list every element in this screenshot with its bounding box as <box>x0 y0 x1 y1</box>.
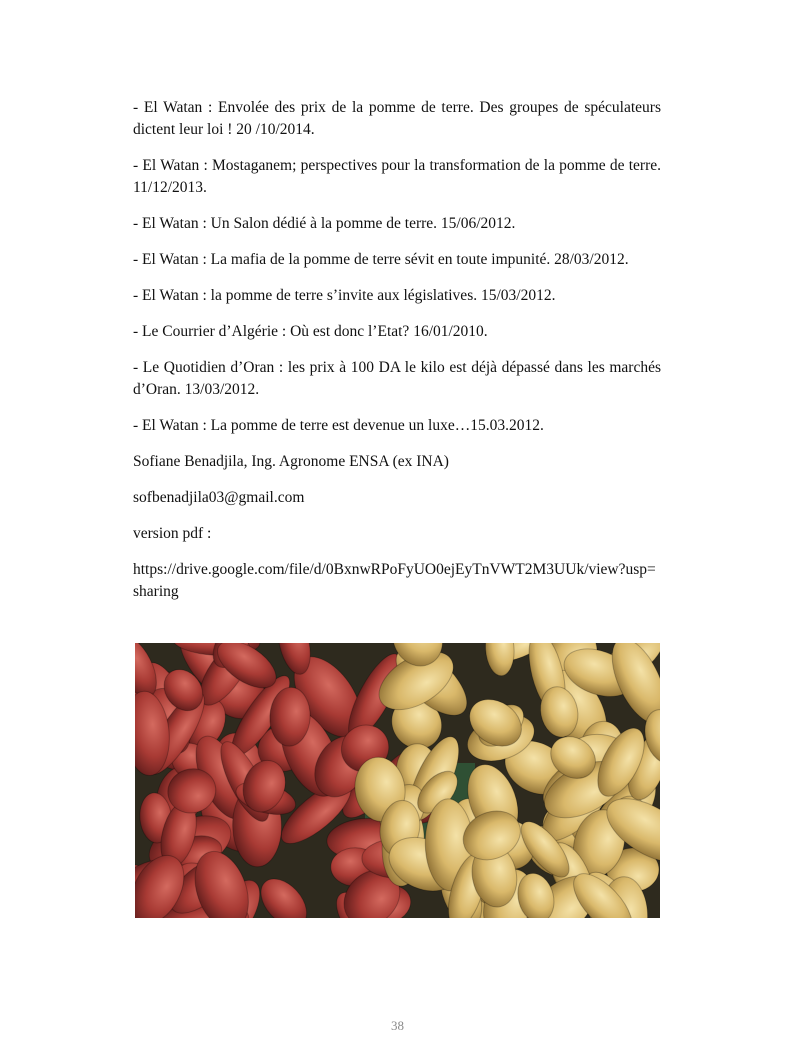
potatoes-illustration <box>135 643 660 918</box>
potatoes-photo <box>135 643 660 918</box>
author-signature: Sofiane Benadjila, Ing. Agronome ENSA (ex INA) <box>133 453 449 470</box>
reference-item: - El Watan : Un Salon dédié à la pomme de terre. 15/06/2012. <box>133 215 516 232</box>
reference-item: - El Watan : Mostaganem; perspectives pour la transformation de la pomme de terre. 11/12/2013. <box>133 157 661 196</box>
reference-item: - Le Courrier d’Algérie : Où est donc l’Etat? 16/01/2010. <box>133 323 488 340</box>
author-email[interactable]: sofbenadjila03@gmail.com <box>133 489 305 506</box>
reference-item: - El Watan : la pomme de terre s’invite aux législatives. 15/03/2012. <box>133 287 556 304</box>
pdf-label: version pdf : <box>133 525 212 542</box>
reference-item: - Le Quotidien d’Oran : les prix à 100 DA le kilo est déjà dépassé dans les marchés d’Oran. 13/03/2012. <box>133 359 661 398</box>
page-number: 38 <box>391 1018 404 1033</box>
reference-item: - El Watan : La mafia de la pomme de terre sévit en toute impunité. 28/03/2012. <box>133 251 629 268</box>
pdf-link[interactable]: https://drive.google.com/file/d/0BxnwRPoFyUO0ejEyTnVWT2M3UUk/view?usp=sharing <box>133 561 656 600</box>
references-section <box>133 97 661 617</box>
reference-item: - El Watan : Envolée des prix de la pomme de terre. Des groupes de spéculateurs dictent leur loi ! 20 /10/2014. <box>133 99 661 138</box>
reference-item: - El Watan : La pomme de terre est devenue un luxe…15.03.2012. <box>133 417 544 434</box>
